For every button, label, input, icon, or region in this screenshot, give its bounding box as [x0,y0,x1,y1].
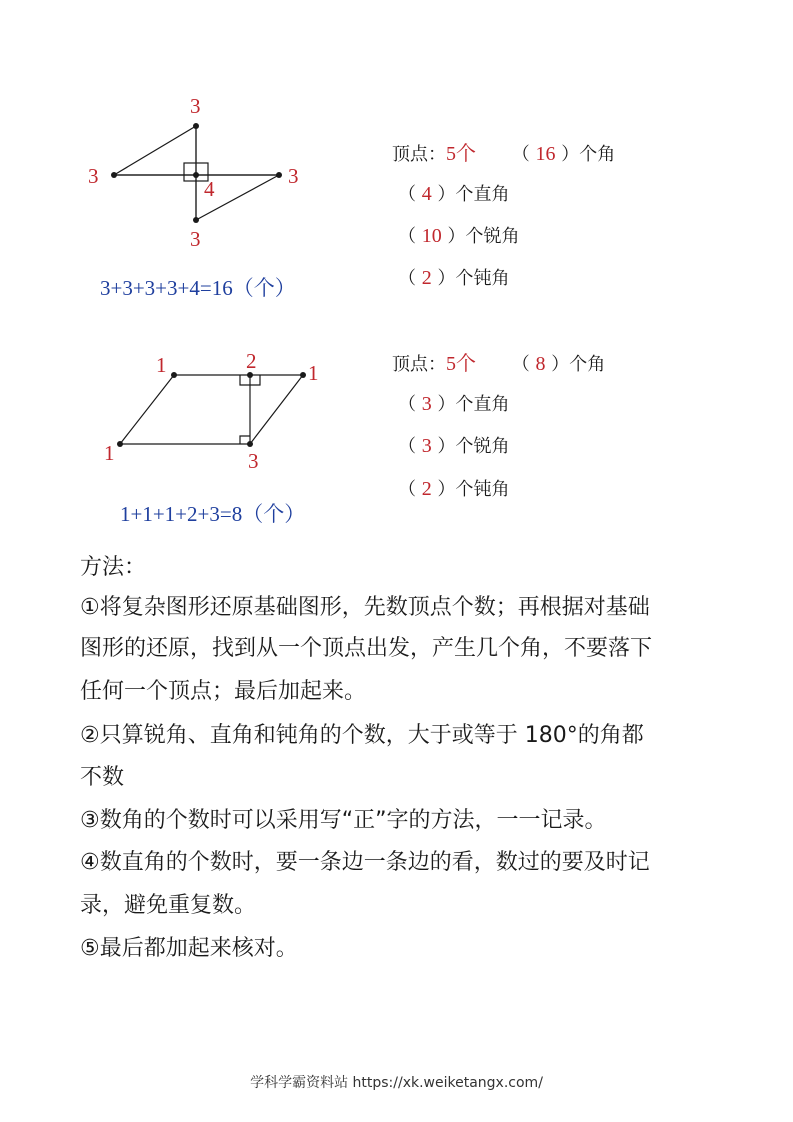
stat1-right-row: （ 4 ）个直角 [398,183,510,205]
stat1-acute-row: （ 10 ）个锐角 [398,225,520,247]
angle-total: 8 [535,353,546,375]
label-bottom-left: 1 [104,441,115,465]
stat1-obtuse-row: （ 2 ）个钝角 [398,267,510,289]
label-top-mid: 2 [246,349,257,373]
acute-count: 3 [421,435,432,457]
method-line: ③数角的个数时可以采用写“正”字的方法，一一记录。 [80,808,607,833]
angle-suffix: 个角 [569,354,606,375]
stat1-vertex-row: 顶点：5个 （ 16 ）个角 [392,143,616,165]
label-top-right: 1 [308,361,319,385]
label-center: 4 [204,177,215,201]
label-bottom: 3 [190,227,201,251]
method-line: ⑤最后都加起来核对。 [80,936,298,961]
obtuse-count: 2 [421,267,432,289]
right-label: 个直角 [455,394,510,415]
angle-suffix: 个角 [579,144,616,165]
right-label: 个直角 [455,184,510,205]
angle-total: 16 [535,143,556,165]
method-line: 图形的还原，找到从一个顶点出发，产生几个角，不要落下 [80,636,653,661]
method-heading: 方法： [80,555,147,580]
obtuse-count: 2 [421,478,432,500]
label-left: 3 [88,164,99,188]
vertex-prefix: 顶点： [392,354,446,375]
stat2-acute-row: （ 3 ）个锐角 [398,435,510,457]
label-bottom-mid: 3 [248,449,259,473]
stat2-obtuse-row: （ 2 ）个钝角 [398,478,510,500]
parallelogram-vertices [117,372,306,447]
stat2-right-row: （ 3 ）个直角 [398,393,510,415]
formula-2: 1+1+1+2+3=8（个） [120,502,306,526]
method-line: ②只算锐角、直角和钝角的个数，大于或等于 180°的角都 [80,723,644,748]
label-right: 3 [288,164,299,188]
method-line: 不数 [80,765,125,790]
acute-label: 个锐角 [455,436,510,457]
right-count: 3 [421,393,432,415]
footer-source: 学科学霸资料站 https://xk.weiketangx.com/ [250,1075,543,1091]
label-top: 3 [190,94,201,118]
vertex-count: 5个 [446,143,476,165]
vertex-prefix: 顶点： [392,144,446,165]
obtuse-label: 个钝角 [455,268,510,289]
label-top-left: 1 [156,353,167,377]
acute-label: 个锐角 [465,226,520,247]
parallelogram-outline [120,375,303,444]
parallelogram-figure [120,375,303,444]
formula-1: 3+3+3+3+4=16（个） [100,276,296,300]
obtuse-label: 个钝角 [455,479,510,500]
method-line: ①将复杂图形还原基础图形，先数顶点个数；再根据对基础 [80,595,650,620]
stat2-vertex-row: 顶点：5个 （ 8 ）个角 [392,353,606,375]
acute-count: 10 [421,225,442,247]
method-line: 任何一个顶点；最后加起来。 [80,679,367,704]
method-line: 录，避免重复数。 [80,893,257,918]
method-line: ④数直角的个数时，要一条边一条边的看，数过的要及时记 [80,850,650,875]
right-count: 4 [421,183,432,205]
vertex-count: 5个 [446,353,476,375]
